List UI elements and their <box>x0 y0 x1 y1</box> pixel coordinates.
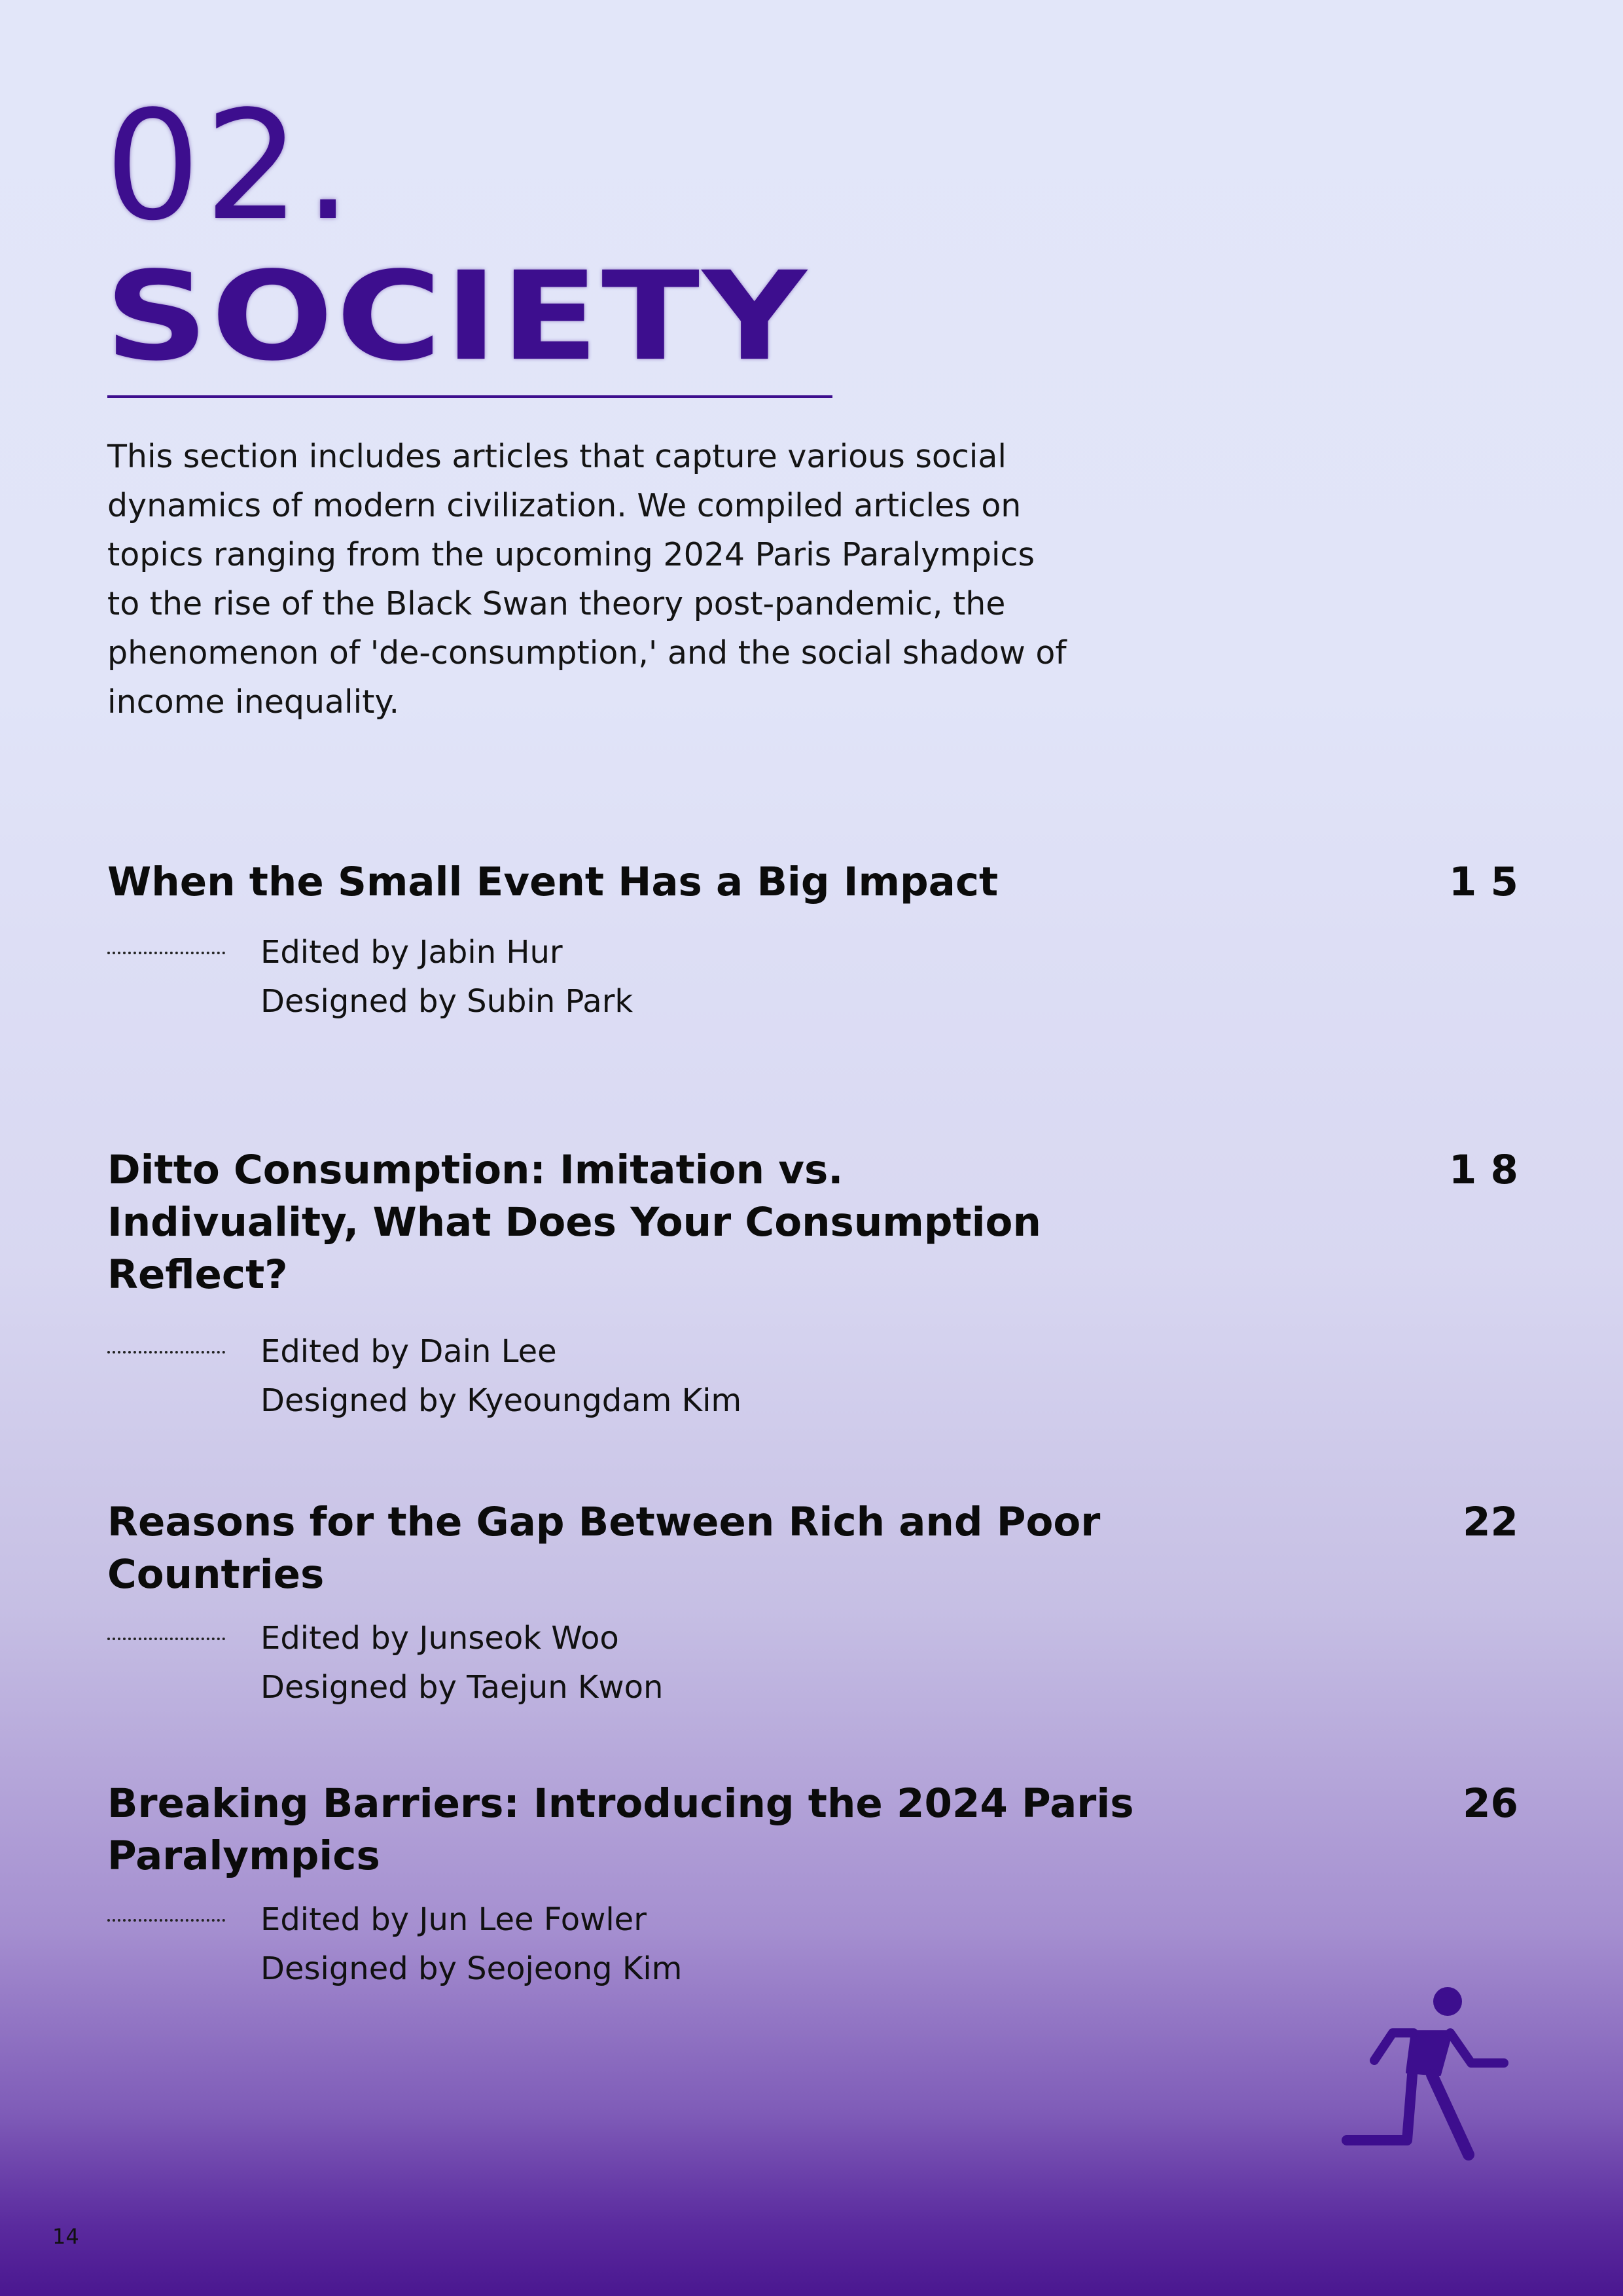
entry-page-number: 1 8 <box>1448 1147 1518 1193</box>
toc-entry[interactable] <box>107 1144 1518 1426</box>
toc-entry[interactable] <box>107 856 1518 1026</box>
dotted-leader <box>107 1351 225 1354</box>
entry-designer: Designed by Seojeong Kim <box>260 1950 683 1987</box>
entry-page-number: 26 <box>1463 1780 1518 1827</box>
entry-page-number: 1 5 <box>1448 859 1518 905</box>
entry-title[interactable]: Breaking Barriers: Introducing the 2024 Paris Paralympics <box>107 1780 1134 1879</box>
entry-title[interactable]: Ditto Consumption: Imitation vs. Indivuality, What Does Your Consumption Reflect? <box>107 1147 1041 1298</box>
entry-editor: Edited by Jun Lee Fowler <box>260 1901 647 1938</box>
section-title: SOCIETY <box>105 245 810 388</box>
entry-page-number: 22 <box>1463 1499 1518 1545</box>
entry-credits <box>260 928 1518 1026</box>
toc-entry[interactable] <box>107 1778 1518 1994</box>
running-person-icon <box>1335 1977 1518 2186</box>
title-underline <box>107 395 832 398</box>
entry-designer: Designed by Subin Park <box>260 983 633 1020</box>
dotted-leader <box>107 1919 225 1922</box>
toc-entry[interactable] <box>107 1496 1518 1712</box>
section-intro: This section includes articles that capture various social dynamics of modern civilization. We compiled articles on topics ranging from the upcoming 2024 Paris Paralympics to the rise of the Black Swan theory post-pandemic, the phenomenon of 'de-consumption,' and the social shadow of income inequality. <box>107 438 1067 721</box>
page-folio: 14 <box>52 2224 79 2249</box>
entry-credits <box>260 1614 1518 1712</box>
entry-title[interactable]: When the Small Event Has a Big Impact <box>107 859 999 905</box>
dotted-leader <box>107 952 225 954</box>
entry-editor: Edited by Dain Lee <box>260 1333 557 1370</box>
entry-credits <box>260 1895 1518 1994</box>
entry-credits <box>260 1327 1518 1426</box>
entry-title[interactable]: Reasons for the Gap Between Rich and Poor Countries <box>107 1499 1101 1598</box>
entry-designer: Designed by Kyeoungdam Kim <box>260 1382 742 1419</box>
dotted-leader <box>107 1638 225 1640</box>
entry-editor: Edited by Jabin Hur <box>260 934 563 971</box>
entry-designer: Designed by Taejun Kwon <box>260 1669 664 1706</box>
entry-editor: Edited by Junseok Woo <box>260 1620 619 1657</box>
section-number: 02. <box>105 79 356 254</box>
